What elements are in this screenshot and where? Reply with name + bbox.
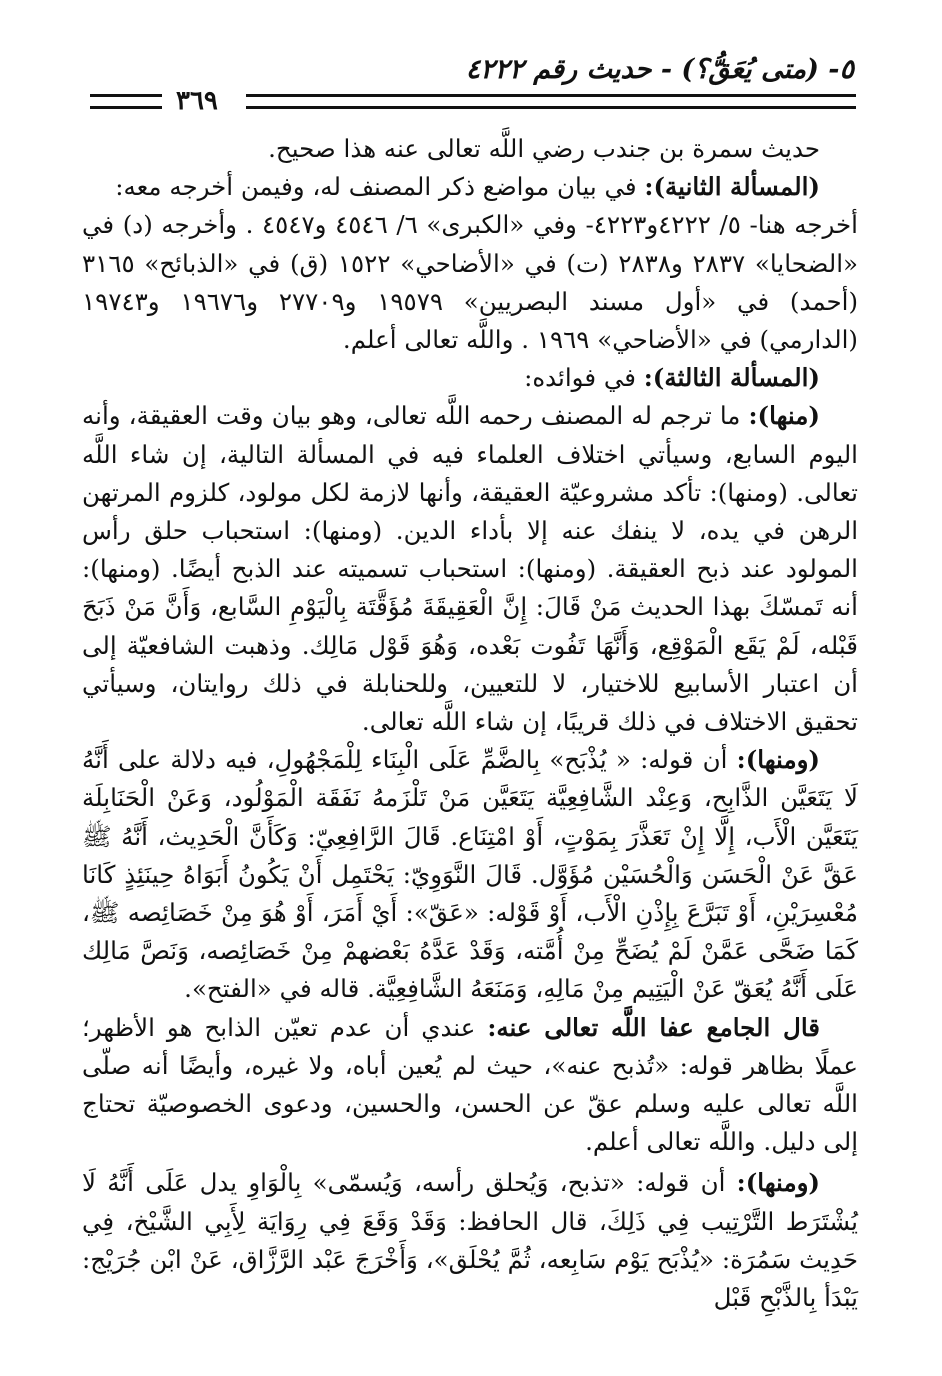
compiler-label: قال الجامع عفا اللَّه تعالى عنه: bbox=[487, 1012, 821, 1042]
paragraph-benefits-3 bbox=[82, 1164, 858, 1317]
paragraph-second-issue bbox=[82, 168, 858, 206]
running-title: ٥- (متى يُعَقُّ؟) - حديث رقم ٤٢٢٢ bbox=[465, 54, 854, 85]
paragraph-hadith-grade bbox=[82, 130, 858, 168]
paragraph-text: حديث سمرة بن جندب رضي اللَّه تعالى عنه هذا صحيح. bbox=[268, 134, 820, 163]
paragraph-text: عندي أن عدم تعيّن الذابح هو الأظهر؛ عملًا بظاهر قوله: «تُذبح عنه»، حيث لم يُعين أباه، ولا غيره، وأيضًا أنه صلّى اللَّه تعالى عليه وسلم عقّ عن الحسن، والحسين، ودعوى الخصوصيّة تحتاج إلى دليل. واللَّه تعالى أعلم. bbox=[82, 1012, 858, 1157]
issue-label: (المسألة الثالثة): bbox=[643, 363, 820, 393]
point-label: (ومنها): bbox=[736, 745, 820, 775]
paragraph-benefits-1 bbox=[82, 397, 858, 741]
paragraph-text: ما ترجم له المصنف رحمه اللَّه تعالى، وهو بيان وقت العقيقة، وأنه اليوم السابع، وسيأتي اختلاف العلماء فيه في المسألة التالية، إن شاء اللَّه تعالى. (ومنها): تأكد مشروعيّة العقيقة، وأنها لازمة لكل مولود، كلزوم المرتهن الرهن في يده، لا ينفك عنه إلا بأداء الدين. (ومنها): استحباب حلق رأس المولود عند ذبح العقيقة. (ومنها): استحباب تسميته عند الذبح أيضًا. (ومنها): أنه تَمسّكَ بهذا الحديث مَنْ قَالَ: إِنَّ الْعَقِيقَةَ مُؤَقَّتَة بِالْيَوْمِ السَّابع، وَأَنَّ مَنْ ذَبَحَ قَبْله، لَمْ يَقَع الْمَوْقِع، وَأَنَّهَا تَفُوت بَعْده، وَهُوَ قَوْل مَالِك. وذهبت الشافعيّة إلى أن اعتبار الأسابيع للاختيار، لا للتعيين، وللحنابلة في ذلك روايتان، وسيأتي تحقيق الاختلاف في ذلك قريبًا، إن شاء اللَّه تعالى. bbox=[82, 401, 858, 737]
paragraph-text: أن قوله: «تذبح، وَيُحلق رأسه، وَيُسمّى» بِالْوَاوِ يدل عَلَى أَنَّهُ لَا يُشْتَرَط التَّرْتِيب فِي ذَلِكَ، قال الحافظ: وَقَدْ وَقَعَ فِي رِوَايَة لِأَبِي الشَّيْخ، فِي حَدِيث سَمُرَة: «يُذْبَح يَوْم سَابِعه، ثُمَّ يُحْلَق»، وَأَخْرَجَ عَبْد الرَّزَّاق، عَنْ ابْن جُرَيْج: يَبْدَأ بِالذَّبْحِ قَبْل bbox=[82, 1168, 858, 1313]
header-rule-left bbox=[90, 94, 162, 109]
paragraph-sources bbox=[82, 206, 858, 359]
paragraph-text: في فوائده: bbox=[524, 363, 644, 393]
page-number: ٣٦٩ bbox=[176, 86, 218, 116]
point-label: (منها): bbox=[748, 401, 820, 431]
paragraph-benefits-2 bbox=[82, 741, 858, 1008]
page-body bbox=[82, 130, 858, 1317]
paragraph-text: أن قوله: « يُذْبَح» بِالضَّمِّ عَلَى الْبِنَاء لِلْمَجْهُولِ، فيه دلالة على أَنَّهُ لَا يَتَعَيَّن الذَّابِح، وَعِنْد الشَّافِعِيَّة يَتَعَيَّن مَنْ تَلْزَمهُ نَفَقَة الْمَوْلُود، وَعَنْ الْحَنَابِلَة يَتَعَيَّن الْأَب، إِلَّا إِنْ تَعَذَّرَ بِمَوْتٍ، أَوْ امْتِنَاع. قَالَ الرَّافِعِيّ: وَكَأَنَّ الْحَدِيث، أَنَّهُ ﷺ عَقَّ عَنْ الْحَسَن وَالْحُسَيْن مُؤَوَّل. قَالَ النَّوَوِيّ: يَحْتَمِل أَنْ يَكُونُ أَبَوَاهُ حِينَئِذٍ كَانَا مُعْسِرَيْنِ، أَوْ تَبَرَّعَ بِإِذْنِ الْأَب، أَوْ قَوْله: «عَقّ»: أَيْ أَمَرَ، أَوْ هُوَ مِنْ خَصَائِصه ﷺ، كَمَا ضَحَّى عَمَّنْ لَمْ يُضَحِّ مِنْ أُمَّته، وَقَدْ عَدَّهُ بَعْضهمْ مِنْ خَصَائِصه، وَنَصَّ مَالِك عَلَى أَنَّهُ يُعَقّ عَنْ الْيَتِيم مِنْ مَالِهِ، وَمَنَعَهُ الشَّافِعِيَّة. قاله في «الفتح». bbox=[82, 745, 858, 1004]
paragraph-text: في بيان مواضع ذكر المصنف له، وفيمن أخرجه معه: bbox=[115, 172, 645, 202]
paragraph-third-issue bbox=[82, 359, 858, 397]
point-label: (ومنها): bbox=[736, 1168, 820, 1198]
paragraph-compiler-note bbox=[82, 1009, 858, 1162]
paragraph-text: أخرجه هنا- ٥/ ٤٢٢٢و٤٢٢٣- وفي «الكبرى» ٦/ ٤٥٤٦ و٤٥٤٧ . وأخرجه (د) في «الضحايا» ٢٨٣٧ و٢٨٣٨ (ت) في «الأضاحي» ١٥٢٢ (ق) في «الذبائح» ٣١٦٥ (أحمد) في «أول مسند البصريين» ١٩٥٧٩ و٢٧٧٠٩ و١٩٦٧٦ و١٩٧٤٣ (الدارمي) في «الأضاحي» ١٩٦٩ . واللَّه تعالى أعلم. bbox=[82, 210, 859, 355]
header-rule-right bbox=[246, 94, 856, 109]
issue-label: (المسألة الثانية): bbox=[644, 172, 820, 202]
